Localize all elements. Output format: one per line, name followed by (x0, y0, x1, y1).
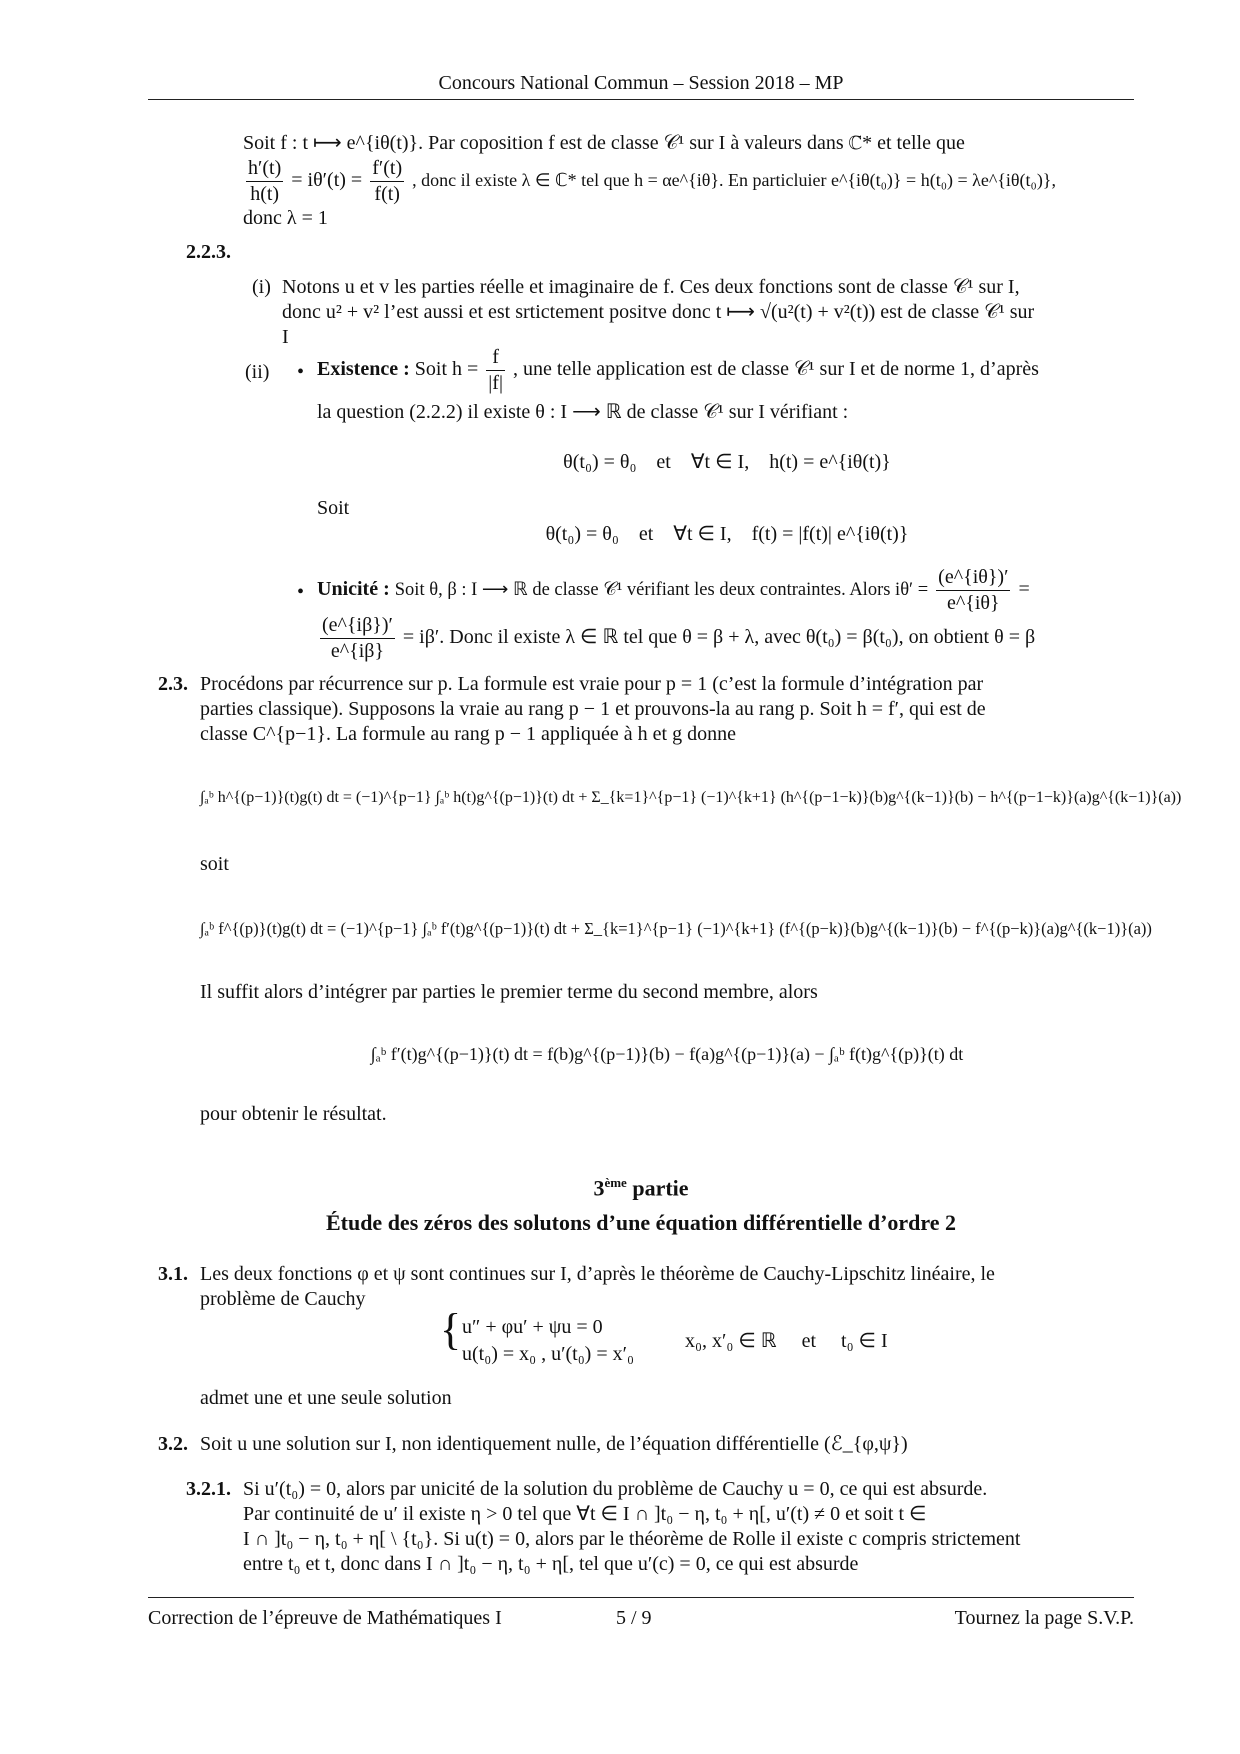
equation-1: θ(t₀) = θ₀ et ∀t ∈ I, h(t) = e^{iθ(t)} (563, 451, 891, 473)
frac-den: f(t) (374, 183, 400, 205)
frac-den: h(t) (250, 183, 280, 205)
equation-2: θ(t₀) = θ₀ et ∀t ∈ I, f(t) = |f(t)| e^{iθ(t)} (545, 523, 909, 545)
section-label: 3.2.1. (186, 1478, 231, 1500)
s23-line1: Procédons par récurrence sur p. La formule est vraie pour p = 1 (c’est la formule d’intégration par (200, 673, 984, 695)
frac-num: f (486, 345, 505, 371)
unicite-line2 (317, 613, 1147, 664)
block1-line3: donc λ = 1 (243, 207, 328, 229)
frac-den: |f| (488, 372, 503, 394)
formula-2: ∫ₐᵇ f^{(p)}(t)g(t) dt = (−1)^{p−1} ∫ₐᵇ f′(t)g^{(p−1)}(t) dt + Σ_{k=1}^{p−1} (−1)^{k+1} (f^{(p−k)}(b)g^{(k−1)}(b) − f^{(p−k)}(a)g^{(k−1)}(a)) (200, 919, 1152, 938)
existence-line1 (317, 345, 1137, 396)
s223-i-line2: donc u² + v² l’est aussi et est srtictement positve donc t ⟼ √(u²(t) + v²(t)) est de classe 𝒞¹ sur (282, 301, 1035, 323)
formula-1: ∫ₐᵇ h^{(p−1)}(t)g(t) dt = (−1)^{p−1} ∫ₐᵇ h(t)g^{(p−1)}(t) dt + Σ_{k=1}^{p−1} (−1)^{k+1} (h^{(p−1−k)}(b)g^{(k−1)}(b) − h^{(p−1−k)}(a)g^{(k−1)}(a)) (200, 789, 1182, 806)
s321-line1: Si u′(t₀) = 0, alors par unicité de la solution du problème de Cauchy u = 0, ce qui est absurde. (243, 1478, 988, 1500)
s31-line2: problème de Cauchy (200, 1288, 366, 1310)
part-subtitle: Étude des zéros des solutons d’une équation différentielle d’ordre 2 (325, 1210, 957, 1235)
s223-i-line1: Notons u et v les parties réelle et imaginaire de f. Ces deux fonctions sont de classe 𝒞¹ sur I, (282, 276, 1020, 298)
item-label: (i) (252, 276, 271, 298)
block1-line1: Soit f : t ⟼ e^{iθ(t)}. Par coposition f est de classe 𝒞¹ sur I à valeurs dans ℂ* et telle que (243, 132, 965, 154)
s23-line2: parties classique). Supposons la vraie au rang p − 1 et prouvons-la au rang p. Soit h = f′, qui est de (200, 698, 986, 720)
system-condition: x₀, x′₀ ∈ ℝ et t₀ ∈ I (685, 1330, 888, 1352)
system-eq-1: u″ + φu′ + ψu = 0 (462, 1316, 603, 1338)
frac-den: e^{iβ} (330, 640, 385, 662)
unicite-text2: = iβ′. Donc il existe λ ∈ ℝ tel que θ = β + λ, avec θ(t₀) = β(t₀), on obtient θ = β (402, 626, 1036, 649)
unicite-text: Soit θ, β : I ⟶ ℝ de classe 𝒞¹ vérifiant les deux contraintes. Alors iθ′ = (394, 580, 929, 601)
s23-line3: classe C^{p−1}. La formule au rang p − 1 appliquée à h et g donne (200, 723, 736, 745)
s223-i-line3: I (282, 326, 289, 348)
s321-line2: Par continuité de u′ il existe η > 0 tel que ∀t ∈ I ∩ ]t₀ − η, t₀ + η[, u′(t) ≠ 0 et soit t ∈ (243, 1503, 927, 1525)
part-number: 3 (593, 1175, 605, 1201)
section-label: 3.1. (158, 1263, 188, 1285)
eq-mid: = iθ′(t) = (291, 169, 363, 192)
brace-icon: { (440, 1305, 462, 1354)
footer-rule (148, 1597, 1134, 1598)
existence-text-b: , une telle application est de classe 𝒞¹ sur I et de norme 1, d’après (512, 358, 1039, 381)
section-label: 3.2. (158, 1433, 188, 1455)
soit-text: Soit (317, 497, 350, 519)
section-label: 2.2.3. (186, 241, 231, 263)
existence-text-a: Soit h = (414, 358, 479, 381)
bullet-icon: • (297, 361, 305, 383)
part-word: partie (632, 1175, 689, 1201)
line2-rest: , donc il existe λ ∈ ℂ* tel que h = αe^{iθ}. En particluier e^{iθ(t₀)} = h(t₀) = λe^{iθ(t₀)}, (412, 170, 1056, 191)
existence-line2: la question (2.2.2) il existe θ : I ⟶ ℝ de classe 𝒞¹ sur I vérifiant : (317, 401, 849, 423)
s32-line1: Soit u une solution sur I, non identiquement nulle, de l’équation différentielle (ℰ_{φ,ψ}) (200, 1433, 908, 1455)
bullet-icon: • (297, 581, 305, 603)
part-sup: ème (604, 1175, 627, 1190)
soit-text: soit (200, 853, 229, 875)
header-rule (148, 99, 1134, 100)
s321-line3: I ∩ ]t₀ − η, t₀ + η[ \ {t₀}. Si u(t) = 0, alors par le théorème de Rolle il existe c compris strictement (243, 1528, 1021, 1550)
s31-line1: Les deux fonctions φ et ψ sont continues sur I, d’après le théorème de Cauchy-Lipschitz linéaire, le (200, 1263, 995, 1285)
item-label: (ii) (245, 361, 270, 383)
system-eq-2: u(t₀) = x₀ , u′(t₀) = x′₀ (462, 1343, 634, 1365)
frac-num: f′(t) (370, 156, 404, 182)
footer-left: Correction de l’épreuve de Mathématiques I (148, 1607, 502, 1629)
formula-3: ∫ₐᵇ f′(t)g^{(p−1)}(t) dt = f(b)g^{(p−1)}(b) − f(a)g^{(p−1)}(a) − ∫ₐᵇ f(t)g^{(p)}(t) dt (370, 1044, 964, 1064)
section-label: 2.3. (158, 673, 188, 695)
frac-num: h′(t) (246, 156, 283, 182)
frac-num: (e^{iβ})′ (320, 613, 395, 639)
s321-line4: entre t₀ et t, donc dans I ∩ ]t₀ − η, t₀ + η[, tel que u′(c) = 0, ce qui est absurde (243, 1553, 859, 1575)
part-heading (148, 1170, 1134, 1200)
unicite-label: Unicité : (317, 578, 390, 601)
frac-num: (e^{iθ})′ (936, 565, 1010, 591)
unicite-line1 (317, 565, 1147, 616)
s31-line3: admet une et une seule solution (200, 1387, 452, 1409)
s23-line4: Il suffit alors d’intégrer par parties le premier terme du second membre, alors (200, 981, 818, 1003)
block1-line2 (243, 156, 1143, 207)
existence-label: Existence : (317, 358, 410, 381)
frac-den: e^{iθ} (947, 592, 1000, 614)
footer-right: Tournez la page S.V.P. (954, 1607, 1134, 1629)
s23-line5: pour obtenir le résultat. (200, 1103, 387, 1125)
unicite-eq: = (1018, 578, 1030, 601)
page-number: 5 / 9 (616, 1607, 652, 1629)
page-header: Concours National Commun – Session 2018 – MP (438, 72, 844, 94)
